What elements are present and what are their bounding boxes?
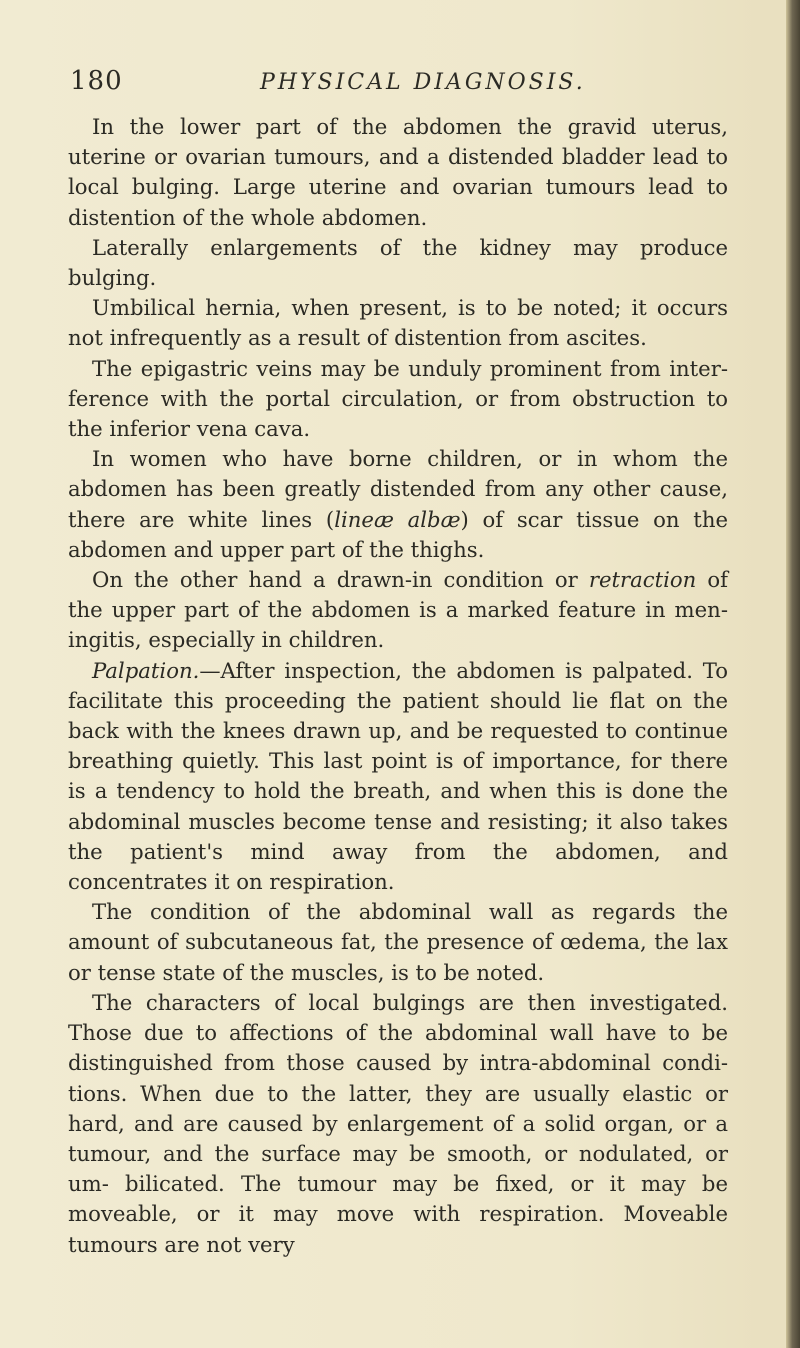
body-text [68, 112, 728, 1260]
page-header [70, 66, 730, 102]
paragraph: The condition of the abdominal wall as regards the amount of subcutaneous fat, the presence of œdema, the lax or tense state of the muscles, is to be noted. [68, 899, 728, 985]
page-number: 180 [70, 66, 123, 96]
paragraph [68, 444, 728, 565]
section-heading: Palpation. [92, 657, 200, 683]
italic-term: retraction [588, 567, 697, 593]
paragraph [68, 565, 728, 656]
paragraph: The epigastric veins may be unduly prominent from inter- ference with the portal circulation, or from obstruction to the inferior vena cava. [68, 355, 728, 442]
paragraph-text: On the other hand a drawn-in condition or [92, 567, 589, 593]
paragraph-text: of the upper part of the abdomen is a marked feature in men- ingitis, especially in children. [68, 567, 728, 653]
paragraph: Laterally enlargements of the kidney may produce bulging. [68, 234, 728, 291]
paragraph-text: ) of scar tissue on the abdomen and upper part of the thighs. [68, 506, 729, 562]
paragraph: The characters of local bulgings are then investigated. Those due to affections of the abdominal wall have to be distinguished from those caused by intra-abdominal condi- tions. When due to the latter, they are usually elastic or hard, and are caused by enlargement of a solid organ, or a tumour, and the surface may be smooth, or nodulated, or um- bilicated. The tumour may be fixed, or it may be moveable, or it may move with respiration. Moveable tumours are not very [68, 989, 728, 1257]
page-edge-shadow [786, 0, 800, 1348]
paragraph-text: —After inspection, the abdomen is palpated. To facilitate this proceeding the patient should lie flat on the back with the knees drawn up, and be requested to continue breathing quietly. This last point is of importance, for there is a tendency to hold the breath, and when this is done the abdominal muscles become tense and resisting; it also takes the patient's mind away from the abdomen, and concentrates it on respiration. [68, 657, 728, 895]
paragraph-text: In women who have borne children, or in whom the abdomen has been greatly distended from any other cause, there are white lines ( [68, 446, 728, 532]
paragraph [68, 656, 728, 898]
paragraph: Umbilical hernia, when present, is to be noted; it occurs not infrequently as a result of distention from ascites. [68, 295, 728, 351]
paragraph: In the lower part of the abdomen the gravid uterus, uterine or ovarian tumours, and a distended bladder lead to local bulging. Large uterine and ovarian tumours lead to distention of the whole abdomen. [68, 114, 728, 230]
running-head: PHYSICAL DIAGNOSIS. [260, 70, 586, 95]
italic-term: lineæ albæ [334, 506, 461, 532]
